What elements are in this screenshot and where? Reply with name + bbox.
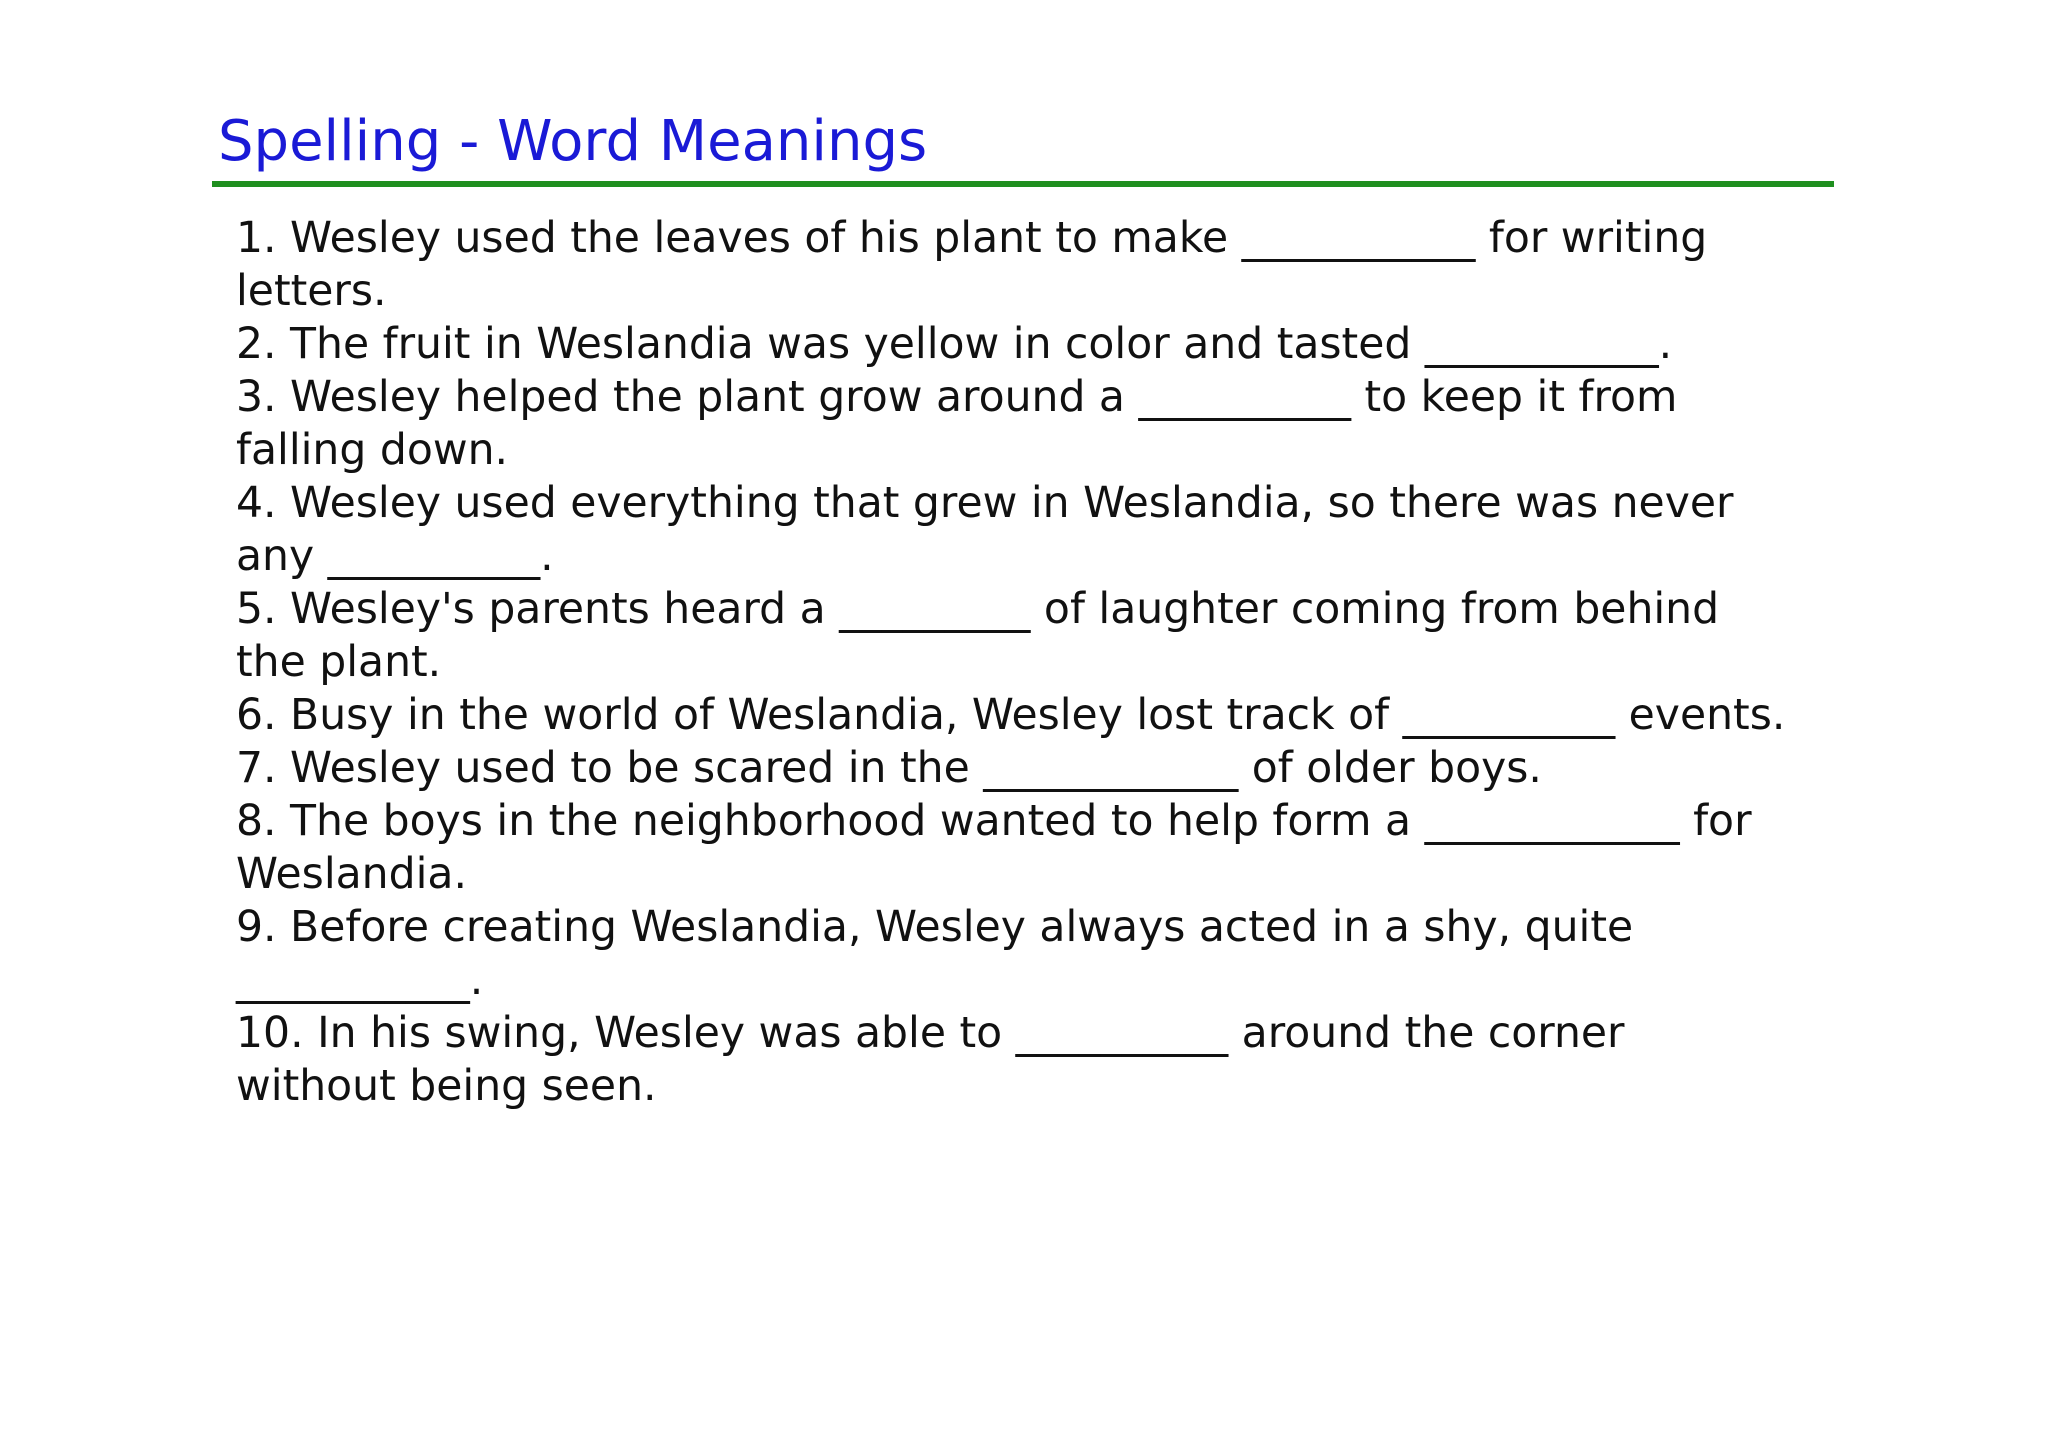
- title-underline: [212, 181, 1834, 187]
- question-item: 10. In his swing, Wesley was able to __________ around the corner without being seen.: [236, 1009, 1625, 1111]
- question-list: [236, 212, 1796, 1113]
- question-item: 3. Wesley helped the plant grow around a __________ to keep it from falling down.: [236, 373, 1678, 475]
- question-item: 4. Wesley used everything that grew in Weslandia, so there was never any __________.: [236, 479, 1734, 581]
- question-item: 6. Busy in the world of Weslandia, Wesley lost track of __________ events.: [236, 691, 1786, 740]
- question-item: 8. The boys in the neighborhood wanted to help form a ____________ for Weslandia.: [236, 797, 1752, 899]
- question-item: 1. Wesley used the leaves of his plant to make ___________ for writing letters.: [236, 214, 1708, 316]
- page-title: Spelling - Word Meanings: [218, 109, 928, 174]
- question-item: 9. Before creating Weslandia, Wesley always acted in a shy, quite ___________.: [236, 903, 1634, 1005]
- question-item: 5. Wesley's parents heard a _________ of laughter coming from behind the plant.: [236, 585, 1720, 687]
- question-item: 7. Wesley used to be scared in the ____________ of older boys.: [236, 744, 1542, 793]
- question-item: 2. The fruit in Weslandia was yellow in color and tasted ___________.: [236, 320, 1673, 369]
